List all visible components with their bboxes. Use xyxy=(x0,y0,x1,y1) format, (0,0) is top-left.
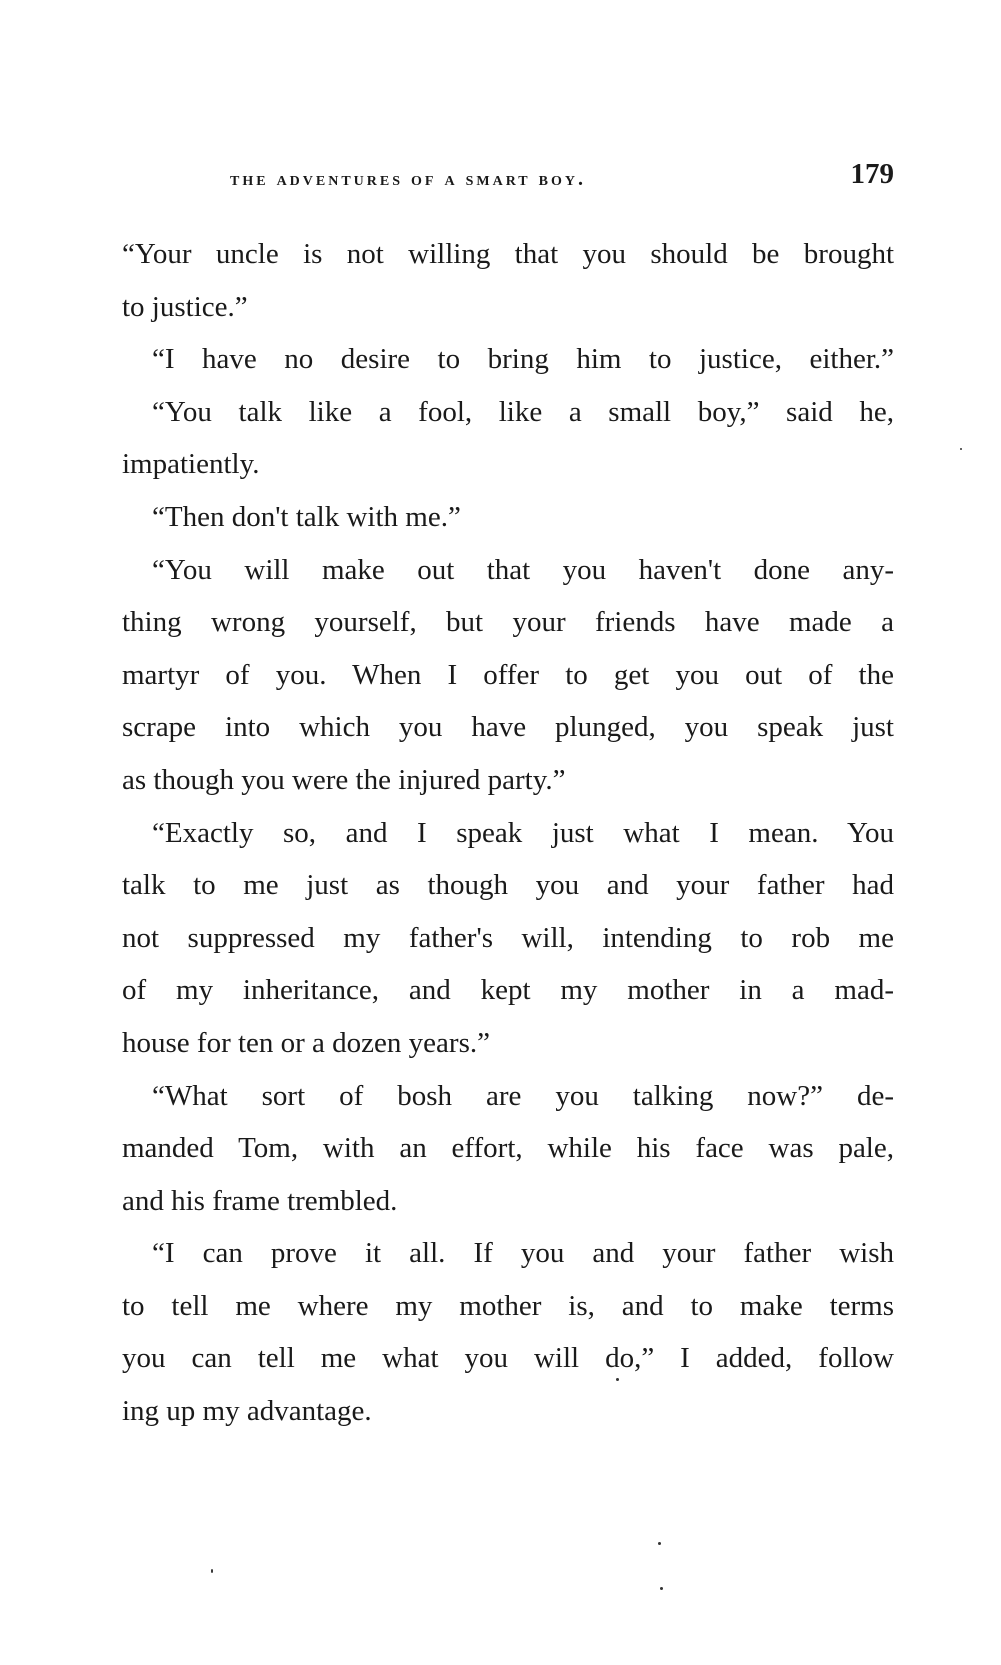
text-line: “I have no desire to bring him to justice, either.” xyxy=(152,343,894,376)
text-line: manded Tom, with an effort, while his face was pale, xyxy=(122,1132,894,1165)
text-line: to justice.” xyxy=(122,290,248,323)
page-number: 179 xyxy=(850,158,894,190)
running-title: the adventures of a smart boy. xyxy=(230,168,586,190)
text-line: to tell me where my mother is, and to make terms xyxy=(122,1289,894,1322)
text-line: martyr of you. When I offer to get you out of the xyxy=(122,658,894,691)
text-line: scrape into which you have plunged, you speak just xyxy=(122,711,894,744)
text-line: talk to me just as though you and your father had xyxy=(122,869,894,902)
text-line: as though you were the injured party.” xyxy=(122,763,566,796)
text-line: “You talk like a fool, like a small boy,” said he, xyxy=(152,395,894,428)
text-line: “What sort of bosh are you talking now?” de- xyxy=(152,1079,894,1112)
text-line: house for ten or a dozen years.” xyxy=(122,1026,490,1059)
text-line: and his frame trembled. xyxy=(122,1184,398,1217)
text-line: not suppressed my father's will, intending to rob me xyxy=(122,921,894,954)
paper-speck xyxy=(660,1587,663,1590)
text-line: thing wrong yourself, but your friends have made a xyxy=(122,606,894,639)
paper-speck xyxy=(616,1378,619,1381)
text-line: you can tell me what you will do,” I added, follow xyxy=(122,1342,894,1375)
body-text xyxy=(122,228,894,1438)
text-line: ing up my advantage. xyxy=(122,1395,372,1428)
paper-speck xyxy=(960,448,962,450)
text-line: “Then don't talk with me.” xyxy=(152,500,461,533)
running-head xyxy=(122,158,894,198)
text-line: of my inheritance, and kept my mother in a mad- xyxy=(122,974,894,1007)
text-line: “Exactly so, and I speak just what I mean. You xyxy=(152,816,894,849)
text-line: impatiently. xyxy=(122,448,260,481)
text-line: “Your uncle is not willing that you should be brought xyxy=(122,238,894,270)
paper-speck xyxy=(211,1569,213,1573)
paper-speck xyxy=(658,1542,661,1545)
text-line: “You will make out that you haven't done any- xyxy=(152,553,894,586)
text-line: “I can prove it all. If you and your father wish xyxy=(152,1237,894,1270)
